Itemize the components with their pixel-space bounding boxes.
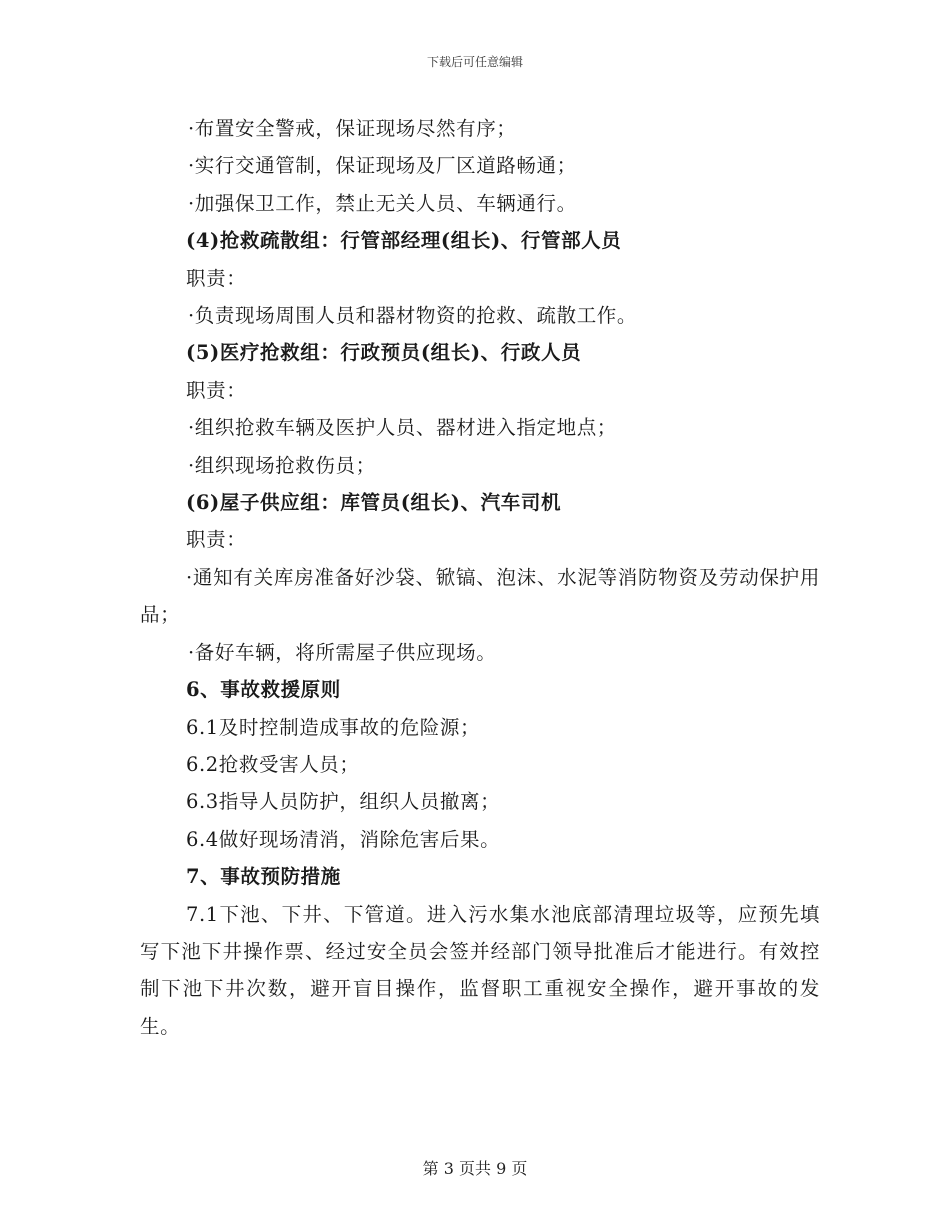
duty-label: 职责： [186, 266, 247, 290]
bullet-line: ·备好车辆，将所需屋子供应现场。 [188, 640, 497, 664]
numbered-item: 6.3指导人员防护，组织人员撤离； [186, 790, 501, 814]
section-heading: 7、事故预防措施 [186, 865, 341, 889]
numbered-item: 6.2抢救受害人员； [186, 752, 360, 776]
section-heading: (6)屋子供应组：库管员(组长)、汽车司机 [186, 491, 562, 515]
bullet-line: ·组织抢救车辆及医护人员、器材进入指定地点； [188, 416, 617, 440]
bullet-paragraph: ·通知有关库房准备好沙袋、锨镐、泡沫、水泥等消防物资及劳动保护用品； [140, 565, 820, 627]
bullet-line: ·加强保卫工作，禁止无关人员、车辆通行。 [188, 191, 577, 215]
duty-label: 职责： [186, 378, 247, 402]
bullet-line: ·实行交通管制，保证现场及厂区道路畅通； [188, 154, 577, 178]
duty-label: 职责： [186, 528, 247, 552]
numbered-item: 6.4做好现场清消，消除危害后果。 [186, 827, 501, 851]
section-heading: 6、事故救援原则 [186, 678, 341, 702]
page-header: 下载后可任意编辑 [426, 55, 523, 69]
page-number: 第 3 页共 9 页 [422, 1159, 528, 1178]
bullet-line: ·布置安全警戒，保证现场尽然有序； [188, 117, 517, 140]
section-heading: (5)医疗抢救组：行政预员(组长)、行政人员 [186, 341, 582, 365]
document-body [140, 110, 820, 1045]
bullet-line: ·组织现场抢救伤员； [188, 453, 376, 477]
body-paragraph: 7.1下池、下井、下管道。进入污水集水池底部清理垃圾等，应预先填写下池下井操作票、经过安全员会签并经部门领导批准后才能进行。有效控制下池下井次数，避开盲目操作，监督职工重视安全操作，避开事故的发生。 [140, 902, 820, 1038]
bullet-line: ·负责现场周围人员和器材物资的抢救、疏散工作。 [188, 304, 637, 328]
section-heading: (4)抢救疏散组：行管部经理(组长)、行管部人员 [186, 229, 622, 253]
numbered-item: 6.1及时控制造成事故的危险源； [186, 715, 481, 739]
